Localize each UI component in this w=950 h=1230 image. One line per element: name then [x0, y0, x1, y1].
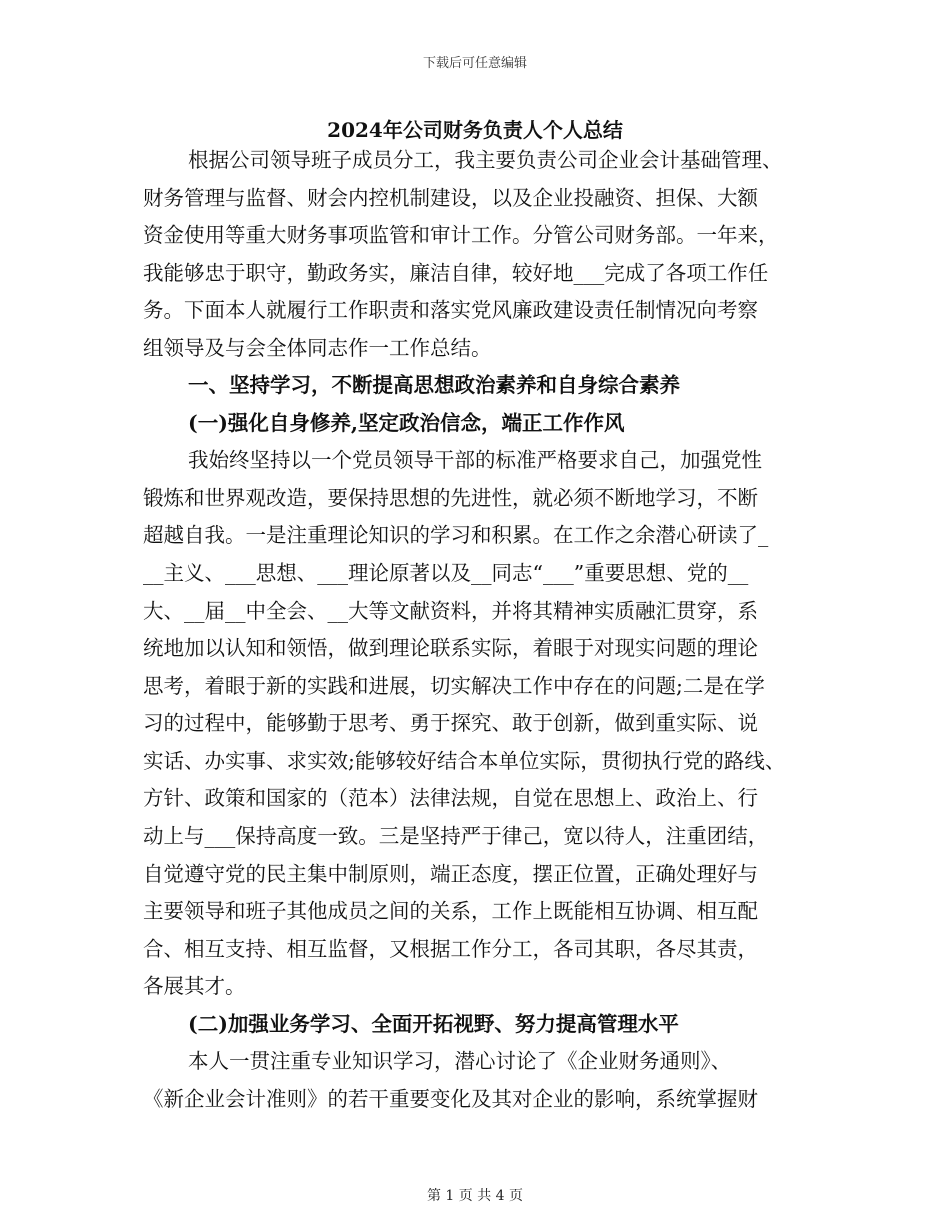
- paragraph-line: 我始终坚持以一个党员领导干部的标准严格要求自己，加强党性: [188, 448, 762, 472]
- paragraph-line: 实话、办实事、求实效;能够较好结合本单位实际，贯彻执行党的路线、: [143, 749, 786, 773]
- paragraph-line: 习的过程中，能够勤于思考、勇于探究、敢于创新，做到重实际、说: [143, 711, 758, 735]
- document-title: 2024年公司财务负责人个人总结: [327, 118, 623, 142]
- paragraph-line: 组领导及与会全体同志作一工作总结。: [143, 336, 492, 360]
- paragraph-line: 大、__届__中全会、__大等文献资料，并将其精神实质融汇贯穿，系: [143, 599, 758, 623]
- paragraph-line: 本人一贯注重专业知识学习，潜心讨论了《企业财务通则》、: [188, 1049, 732, 1073]
- paragraph-line: 方针、政策和国家的（范本）法律法规，自觉在思想上、政治上、行: [143, 786, 758, 810]
- paragraph-line: 锻炼和世界观改造，要保持思想的先进性，就必须不断地学习，不断: [143, 486, 758, 510]
- paragraph-line: 资金使用等重大财务事项监管和审计工作。分管公司财务部。一年来，: [143, 223, 779, 247]
- paragraph-line: 合、相互支持、相互监督，又根据工作分工，各司其职，各尽其责，: [143, 937, 758, 961]
- section-heading: (一)强化自身修养,坚定政治信念，端正工作作风: [188, 411, 625, 435]
- paragraph-line: 我能够忠于职守，勤政务实，廉洁自律，较好地___完成了各项工作任: [143, 261, 769, 285]
- paragraph-line: __主义、___思想、___理论原著以及__同志“___”重要思想、党的__: [143, 561, 749, 585]
- paragraph-line: 《新企业会计准则》的若干重要变化及其对企业的影响，系统掌握财: [143, 1087, 758, 1111]
- page-footer: 第 1 页 共 4 页: [426, 1188, 524, 1204]
- paragraph-line: 财务管理与监督、财会内控机制建设，以及企业投融资、担保、大额: [143, 186, 758, 210]
- paragraph-line: 根据公司领导班子成员分工，我主要负责公司企业会计基础管理、: [188, 148, 783, 172]
- paragraph-line: 超越自我。一是注重理论知识的学习和积累。在工作之余潜心研读了_: [143, 523, 769, 547]
- paragraph-line: 主要领导和班子其他成员之间的关系，工作上既能相互协调、相互配: [143, 899, 758, 923]
- paragraph-line: 务。下面本人就履行工作职责和落实党风廉政建设责任制情况向考察: [143, 298, 758, 322]
- paragraph-line: 各展其才。: [143, 974, 246, 998]
- page-header-note: 下载后可任意编辑: [422, 56, 527, 71]
- paragraph-line: 自觉遵守党的民主集中制原则，端正态度，摆正位置，正确处理好与: [143, 862, 758, 886]
- paragraph-line: 统地加以认知和领悟，做到理论联系实际，着眼于对现实问题的理论: [143, 636, 758, 660]
- paragraph-line: 动上与___保持高度一致。三是坚持严于律己，宽以待人，注重团结，: [143, 824, 769, 848]
- paragraph-line: 思考，着眼于新的实践和进展，切实解决工作中存在的问题;二是在学: [143, 674, 765, 698]
- section-heading: 一、坚持学习，不断提高思想政治素养和自身综合素养: [188, 373, 680, 397]
- section-heading: (二)加强业务学习、全面开拓视野、努力提高管理水平: [188, 1012, 679, 1036]
